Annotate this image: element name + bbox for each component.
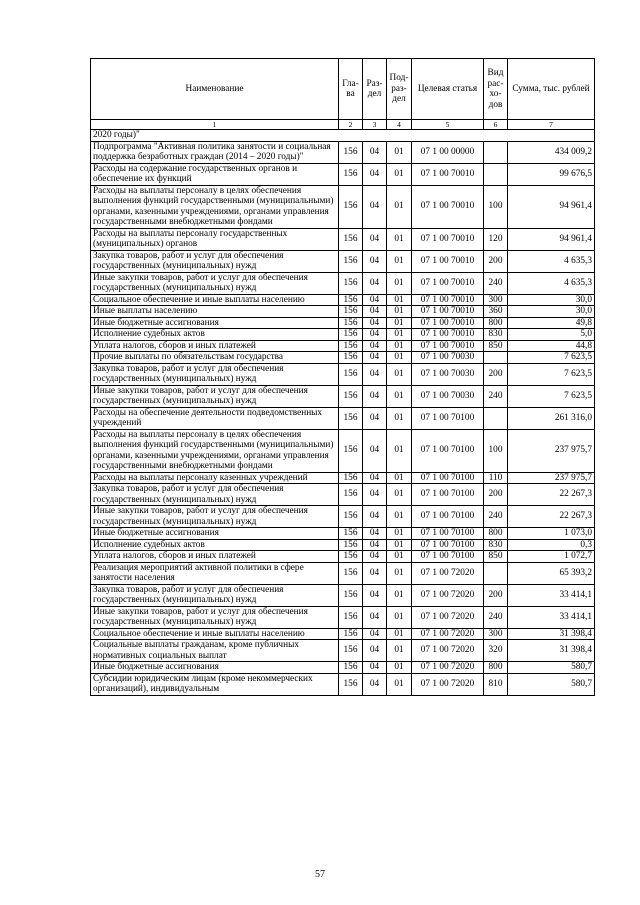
cell-podrazdel: 01 — [387, 272, 412, 294]
cell-glava: 156 — [339, 352, 363, 364]
table-row — [91, 163, 595, 185]
cell-podrazdel: 01 — [387, 484, 412, 506]
column-number: 4 — [387, 120, 412, 130]
cell-vid: 200 — [484, 250, 508, 272]
cell-podrazdel: 01 — [387, 539, 412, 551]
cell-sum: 44,8 — [508, 340, 595, 352]
cell-name: Расходы на выплаты персоналу казенных учреждений — [91, 472, 339, 484]
cell-sum: 31 398,4 — [508, 640, 595, 662]
cell-glava: 156 — [339, 363, 363, 385]
cell-glava: 156 — [339, 385, 363, 407]
cell-glava: 156 — [339, 673, 363, 695]
cell-razdel: 04 — [363, 185, 387, 228]
cell-razdel: 04 — [363, 429, 387, 472]
cell-target: 07 1 00 70010 — [412, 185, 484, 228]
table-row — [91, 329, 595, 341]
cell-name: Иные закупки товаров, работ и услуг для обеспечения государственных (муниципальных) нужд — [91, 272, 339, 294]
table-row — [91, 584, 595, 606]
cell-name: Иные выплаты населению — [91, 306, 339, 318]
cell-razdel: 04 — [363, 317, 387, 329]
cell-sum: 580,7 — [508, 662, 595, 674]
cell-podrazdel: 01 — [387, 551, 412, 563]
cell-vid: 200 — [484, 484, 508, 506]
table-row — [91, 628, 595, 640]
cell-vid — [484, 141, 508, 163]
header-razdel: Раз-дел — [363, 59, 387, 120]
cell-podrazdel: 01 — [387, 185, 412, 228]
cell-vid — [484, 407, 508, 429]
continuation-row — [91, 130, 595, 142]
cell-name: Иные закупки товаров, работ и услуг для обеспечения государственных (муниципальных) нужд — [91, 606, 339, 628]
cell-razdel: 04 — [363, 250, 387, 272]
cell-target: 07 1 00 70030 — [412, 363, 484, 385]
cell-podrazdel: 01 — [387, 352, 412, 364]
cell-sum: 1 073,0 — [508, 528, 595, 540]
cell-razdel: 04 — [363, 584, 387, 606]
cell-razdel: 04 — [363, 141, 387, 163]
cell-podrazdel: 01 — [387, 673, 412, 695]
cell-podrazdel: 01 — [387, 407, 412, 429]
cell-sum: 0,3 — [508, 539, 595, 551]
cell-sum: 434 009,2 — [508, 141, 595, 163]
cell-vid: 850 — [484, 340, 508, 352]
cell-razdel: 04 — [363, 528, 387, 540]
table-row — [91, 250, 595, 272]
cell-razdel: 04 — [363, 539, 387, 551]
cell-razdel: 04 — [363, 340, 387, 352]
cell-vid: 110 — [484, 472, 508, 484]
cell-name: Уплата налогов, сборов и иных платежей — [91, 551, 339, 563]
cell-sum: 4 635,3 — [508, 272, 595, 294]
cell-sum: 1 072,7 — [508, 551, 595, 563]
cell-name: Субсидии юридическим лицам (кроме некоммерческих организаций), индивидуальным — [91, 673, 339, 695]
cell-target: 07 1 00 72020 — [412, 584, 484, 606]
cell-name: Иные закупки товаров, работ и услуг для обеспечения государственных (муниципальных) нужд — [91, 385, 339, 407]
cell-vid: 800 — [484, 662, 508, 674]
cell-podrazdel: 01 — [387, 429, 412, 472]
table-row — [91, 606, 595, 628]
budget-table — [90, 58, 595, 696]
cell-target: 07 1 00 70100 — [412, 472, 484, 484]
cell-target: 07 1 00 70100 — [412, 551, 484, 563]
cell-sum: 580,7 — [508, 673, 595, 695]
cell-glava: 156 — [339, 141, 363, 163]
cell-razdel: 04 — [363, 606, 387, 628]
table-row — [91, 539, 595, 551]
cell-vid: 830 — [484, 539, 508, 551]
cell-target: 07 1 00 70100 — [412, 528, 484, 540]
cell-glava: 156 — [339, 472, 363, 484]
cell-vid: 300 — [484, 628, 508, 640]
column-number: 1 — [91, 120, 339, 130]
cell-glava: 156 — [339, 294, 363, 306]
cell-sum: 94 961,4 — [508, 185, 595, 228]
cell-name: Социальные выплаты гражданам, кроме публичных нормативных социальных выплат — [91, 640, 339, 662]
cell-glava: 156 — [339, 163, 363, 185]
cell-podrazdel: 01 — [387, 329, 412, 341]
cell-podrazdel: 01 — [387, 306, 412, 318]
table-row — [91, 562, 595, 584]
cell-target: 07 1 00 72020 — [412, 628, 484, 640]
cell-podrazdel: 01 — [387, 640, 412, 662]
header-glava: Гла-ва — [339, 59, 363, 120]
cell-razdel: 04 — [363, 662, 387, 674]
cell-glava: 156 — [339, 606, 363, 628]
cell-podrazdel: 01 — [387, 606, 412, 628]
cell-target: 07 1 00 70100 — [412, 539, 484, 551]
column-number: 5 — [412, 120, 484, 130]
header-row — [91, 59, 595, 120]
cell-name: Расходы на содержание государственных органов и обеспечение их функций — [91, 163, 339, 185]
cell-name: Иные бюджетные ассигнования — [91, 317, 339, 329]
cell-name: Расходы на выплаты персоналу в целях обеспечения выполнения функций государственными (муниципальными) органами, казенными учреждениями, органами управления государственными внебюджетными фондами — [91, 185, 339, 228]
cell-target: 07 1 00 70010 — [412, 317, 484, 329]
table-row — [91, 506, 595, 528]
table-body — [91, 130, 595, 696]
cell-name: Исполнение судебных актов — [91, 329, 339, 341]
cell-glava: 156 — [339, 551, 363, 563]
cell-podrazdel: 01 — [387, 562, 412, 584]
cell-podrazdel: 01 — [387, 250, 412, 272]
cell-sum: 237 975,7 — [508, 472, 595, 484]
table-row — [91, 385, 595, 407]
cell-vid: 830 — [484, 329, 508, 341]
cell-podrazdel: 01 — [387, 628, 412, 640]
cell-name: Уплата налогов, сборов и иных платежей — [91, 340, 339, 352]
cell-target: 07 1 00 70010 — [412, 306, 484, 318]
cell-sum: 33 414,1 — [508, 606, 595, 628]
cell-vid: 800 — [484, 317, 508, 329]
cell-name: Исполнение судебных актов — [91, 539, 339, 551]
table-row — [91, 141, 595, 163]
cell-sum: 22 267,3 — [508, 506, 595, 528]
cell-target: 07 1 00 72020 — [412, 673, 484, 695]
cell-glava: 156 — [339, 429, 363, 472]
cell-podrazdel: 01 — [387, 141, 412, 163]
cell-sum: 7 623,5 — [508, 363, 595, 385]
cell-vid: 800 — [484, 528, 508, 540]
column-number-row — [91, 120, 595, 130]
table-row — [91, 472, 595, 484]
table-row — [91, 551, 595, 563]
cell-target: 07 1 00 72020 — [412, 640, 484, 662]
cell-target: 07 1 00 70030 — [412, 352, 484, 364]
column-number: 7 — [508, 120, 595, 130]
cell-glava: 156 — [339, 640, 363, 662]
cell-podrazdel: 01 — [387, 363, 412, 385]
table-row — [91, 429, 595, 472]
table-row — [91, 185, 595, 228]
cell-razdel: 04 — [363, 628, 387, 640]
cell-sum: 33 414,1 — [508, 584, 595, 606]
cell-vid: 240 — [484, 506, 508, 528]
cell-sum: 99 676,5 — [508, 163, 595, 185]
cell-sum: 237 975,7 — [508, 429, 595, 472]
table-row — [91, 640, 595, 662]
cell-sum: 30,0 — [508, 294, 595, 306]
cell-vid: 850 — [484, 551, 508, 563]
cell-razdel: 04 — [363, 484, 387, 506]
cell-name: Расходы на выплаты персоналу в целях обеспечения выполнения функций государственными (муниципальными) органами, казенными учреждениями, органами управления государственными внебюджетными фондами — [91, 429, 339, 472]
header-sum: Сумма, тыс. рублей — [508, 59, 595, 120]
cell-glava: 156 — [339, 250, 363, 272]
cell-podrazdel: 01 — [387, 662, 412, 674]
table-row — [91, 352, 595, 364]
cell-vid: 810 — [484, 673, 508, 695]
cell-name: Расходы на обеспечение деятельности подведомственных учреждений — [91, 407, 339, 429]
cell-podrazdel: 01 — [387, 472, 412, 484]
cell-glava: 156 — [339, 340, 363, 352]
cell-vid: 240 — [484, 606, 508, 628]
cell-vid: 240 — [484, 272, 508, 294]
table-row — [91, 340, 595, 352]
cell-glava: 156 — [339, 185, 363, 228]
cell-sum: 7 623,5 — [508, 352, 595, 364]
cell-target: 07 1 00 70010 — [412, 340, 484, 352]
cell-podrazdel: 01 — [387, 506, 412, 528]
cell-vid: 200 — [484, 363, 508, 385]
cell-sum: 261 316,0 — [508, 407, 595, 429]
cell-razdel: 04 — [363, 551, 387, 563]
cell-name: Закупка товаров, работ и услуг для обеспечения государственных (муниципальных) нужд — [91, 584, 339, 606]
cell-name: Социальное обеспечение и иные выплаты населению — [91, 628, 339, 640]
cell-razdel: 04 — [363, 306, 387, 318]
cell-glava: 156 — [339, 484, 363, 506]
cell-target: 07 1 00 70010 — [412, 272, 484, 294]
cell-name: Расходы на выплаты персоналу государственных (муниципальных) органов — [91, 228, 339, 250]
cell-name: Реализация мероприятий активной политики в сфере занятости населения — [91, 562, 339, 584]
cell-podrazdel: 01 — [387, 317, 412, 329]
cell-podrazdel: 01 — [387, 385, 412, 407]
cell-name: Закупка товаров, работ и услуг для обеспечения государственных (муниципальных) нужд — [91, 250, 339, 272]
cell-vid — [484, 562, 508, 584]
table-row — [91, 228, 595, 250]
cell-glava: 156 — [339, 562, 363, 584]
cell-vid: 200 — [484, 584, 508, 606]
cell-target: 07 1 00 70030 — [412, 385, 484, 407]
cell-razdel: 04 — [363, 640, 387, 662]
cell-podrazdel: 01 — [387, 584, 412, 606]
cell-podrazdel: 01 — [387, 528, 412, 540]
cell-razdel: 04 — [363, 363, 387, 385]
cell-name: Иные бюджетные ассигнования — [91, 662, 339, 674]
table-row — [91, 317, 595, 329]
cell-sum: 5,0 — [508, 329, 595, 341]
cell-vid: 120 — [484, 228, 508, 250]
cell-razdel: 04 — [363, 385, 387, 407]
cell-glava: 156 — [339, 228, 363, 250]
cell-razdel: 04 — [363, 407, 387, 429]
cell-target: 07 1 00 70010 — [412, 163, 484, 185]
column-number: 3 — [363, 120, 387, 130]
cell-name: Закупка товаров, работ и услуг для обеспечения государственных (муниципальных) нужд — [91, 484, 339, 506]
cell-podrazdel: 01 — [387, 340, 412, 352]
cell-vid: 100 — [484, 185, 508, 228]
cell-podrazdel: 01 — [387, 228, 412, 250]
cell-glava: 156 — [339, 662, 363, 674]
cell-glava: 156 — [339, 317, 363, 329]
cell-target: 07 1 00 70010 — [412, 294, 484, 306]
cell-sum: 31 398,4 — [508, 628, 595, 640]
cell-vid: 240 — [484, 385, 508, 407]
column-number: 2 — [339, 120, 363, 130]
cell-glava: 156 — [339, 272, 363, 294]
cell-razdel: 04 — [363, 163, 387, 185]
cell-target: 07 1 00 70010 — [412, 329, 484, 341]
table-row — [91, 662, 595, 674]
cell-glava: 156 — [339, 528, 363, 540]
cell-name: Иные бюджетные ассигнования — [91, 528, 339, 540]
cell-razdel: 04 — [363, 472, 387, 484]
cell-sum: 7 623,5 — [508, 385, 595, 407]
column-number: 6 — [484, 120, 508, 130]
continuation-text: 2020 годы)" — [91, 130, 595, 142]
cell-target: 07 1 00 70100 — [412, 506, 484, 528]
cell-razdel: 04 — [363, 294, 387, 306]
cell-razdel: 04 — [363, 673, 387, 695]
cell-name: Социальное обеспечение и иные выплаты населению — [91, 294, 339, 306]
cell-name: Иные закупки товаров, работ и услуг для обеспечения государственных (муниципальных) нужд — [91, 506, 339, 528]
table-row — [91, 407, 595, 429]
cell-razdel: 04 — [363, 506, 387, 528]
cell-glava: 156 — [339, 407, 363, 429]
cell-glava: 156 — [339, 584, 363, 606]
table-row — [91, 272, 595, 294]
cell-glava: 156 — [339, 506, 363, 528]
table-row — [91, 306, 595, 318]
cell-glava: 156 — [339, 539, 363, 551]
cell-glava: 156 — [339, 628, 363, 640]
cell-name: Прочие выплаты по обязательствам государства — [91, 352, 339, 364]
table-row — [91, 363, 595, 385]
table-row — [91, 528, 595, 540]
table-row — [91, 484, 595, 506]
cell-name: Закупка товаров, работ и услуг для обеспечения государственных (муниципальных) нужд — [91, 363, 339, 385]
cell-vid: 100 — [484, 429, 508, 472]
cell-vid: 360 — [484, 306, 508, 318]
cell-vid — [484, 352, 508, 364]
cell-target: 07 1 00 70100 — [412, 407, 484, 429]
cell-name: Подпрограмма "Активная политика занятости и социальная поддержка безработных граждан (2014 – 2020 годы)" — [91, 141, 339, 163]
cell-sum: 22 267,3 — [508, 484, 595, 506]
cell-razdel: 04 — [363, 352, 387, 364]
cell-target: 07 1 00 70010 — [412, 250, 484, 272]
cell-glava: 156 — [339, 329, 363, 341]
cell-sum: 49,8 — [508, 317, 595, 329]
cell-podrazdel: 01 — [387, 294, 412, 306]
cell-target: 07 1 00 70100 — [412, 484, 484, 506]
cell-razdel: 04 — [363, 329, 387, 341]
cell-sum: 65 393,2 — [508, 562, 595, 584]
cell-target: 07 1 00 70010 — [412, 228, 484, 250]
page-number: 57 — [315, 869, 325, 880]
header-target: Целевая статья — [412, 59, 484, 120]
header-name: Наименование — [91, 59, 339, 120]
cell-vid: 320 — [484, 640, 508, 662]
cell-sum: 94 961,4 — [508, 228, 595, 250]
cell-razdel: 04 — [363, 562, 387, 584]
cell-target: 07 1 00 70100 — [412, 429, 484, 472]
cell-razdel: 04 — [363, 228, 387, 250]
cell-target: 07 1 00 72020 — [412, 662, 484, 674]
cell-sum: 4 635,3 — [508, 250, 595, 272]
cell-podrazdel: 01 — [387, 163, 412, 185]
header-podrazdel: Под-раз-дел — [387, 59, 412, 120]
cell-target: 07 1 00 72020 — [412, 562, 484, 584]
table-row — [91, 294, 595, 306]
cell-razdel: 04 — [363, 272, 387, 294]
cell-target: 07 1 00 00000 — [412, 141, 484, 163]
cell-vid — [484, 163, 508, 185]
cell-glava: 156 — [339, 306, 363, 318]
header-vid: Вид рас-хо-дов — [484, 59, 508, 120]
cell-sum: 30,0 — [508, 306, 595, 318]
cell-target: 07 1 00 72020 — [412, 606, 484, 628]
table-row — [91, 673, 595, 695]
cell-vid: 300 — [484, 294, 508, 306]
